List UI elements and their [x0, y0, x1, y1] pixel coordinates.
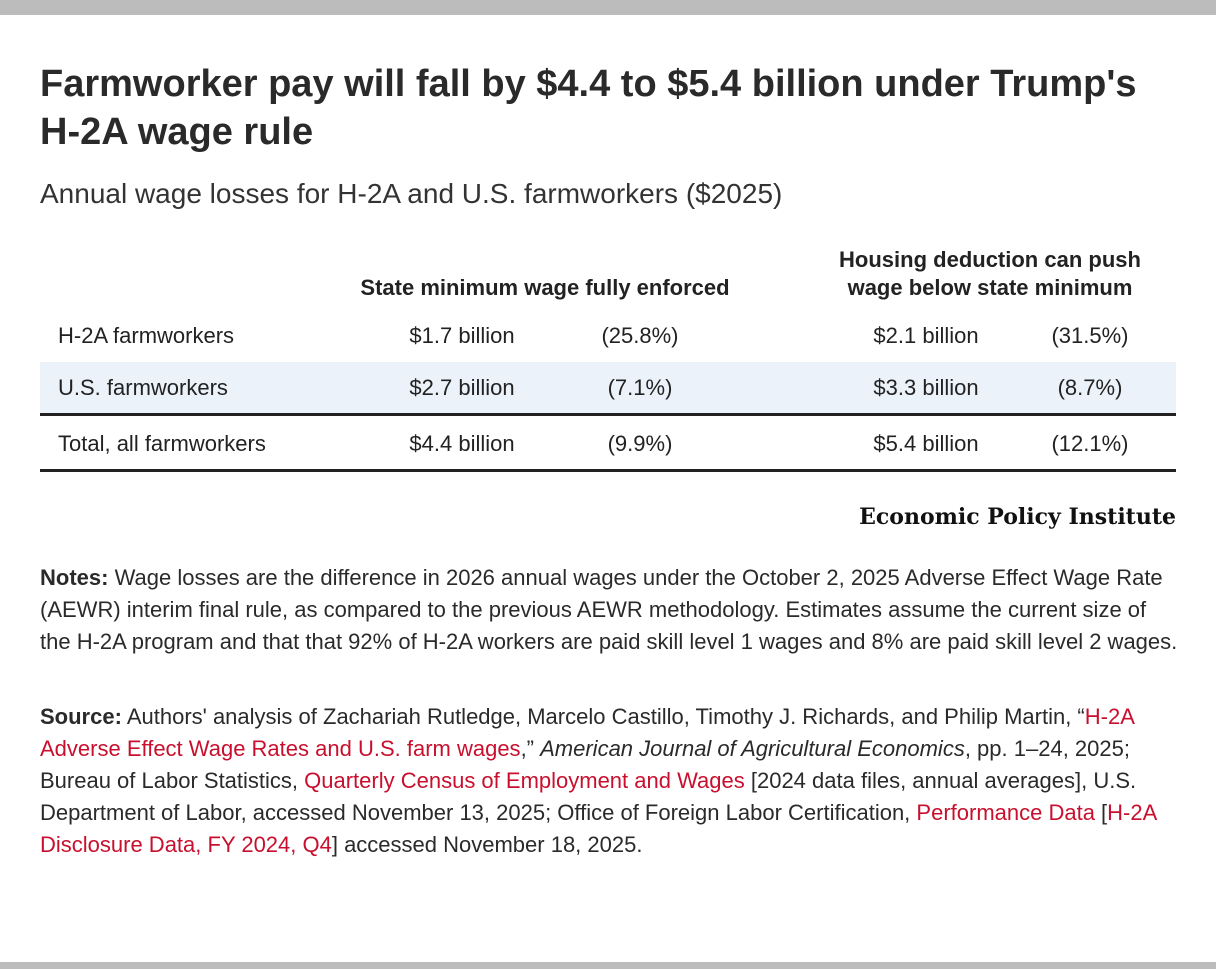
cell-percent: (12.1%) — [1051, 431, 1129, 456]
source-text: , pp. 1–24, 2025; Bureau of Labor Statistics, — [40, 736, 1130, 793]
notes-label: Notes: — [40, 565, 109, 590]
table-bottom-rule — [40, 469, 1176, 472]
column-group-header-housing-deduction: Housing deduction can push wage below state minimum — [839, 247, 1141, 300]
source-label: Source: — [40, 704, 122, 729]
cell-value: $5.4 billion — [873, 431, 979, 456]
table-row-h2a — [40, 310, 1176, 362]
notes-text: Wage losses are the difference in 2026 annual wages under the October 2, 2025 Adverse Effect Wage Rate (AEWR) interim final rule, as compared to the previous AEWR methodology. Estimates assume the current size of the H-2A program and that that 92% of H-2A workers are paid skill level 1 wages and 8% are paid skill level 2 wages. — [40, 565, 1178, 654]
chart-title: Farmworker pay will fall by $4.4 to $5.4 billion under Trump's H-2A wage rule — [40, 63, 1137, 153]
source-text: [2024 data files, annual averages], U.S. Department of Labor, accessed November 13, 2025; Office of Foreign Labor Certification, — [40, 768, 1137, 825]
brand-logo-text: Economic Policy Institute — [859, 504, 1176, 530]
chart-subtitle: Annual wage losses for H-2A and U.S. farmworkers ($2025) — [40, 178, 783, 209]
cell-value: $4.4 billion — [409, 431, 515, 456]
source-text: Authors' analysis of Zachariah Rutledge, Marcelo Castillo, Timothy J. Richards, and Philip Martin, “ — [121, 704, 1085, 729]
source-text: ,” — [520, 736, 541, 761]
cell-value: $2.1 billion — [873, 323, 979, 348]
cell-percent: (31.5%) — [1051, 323, 1129, 348]
table-row-us — [40, 362, 1176, 414]
cell-percent: (7.1%) — [607, 375, 673, 400]
cell-value: $1.7 billion — [409, 323, 515, 348]
row-label: Total, all farmworkers — [58, 431, 266, 456]
journal-name: American Journal of Agricultural Economics — [540, 736, 965, 761]
notes-paragraph — [40, 562, 1180, 658]
source-link-h2a-disclosure[interactable]: H-2A Disclosure Data, FY 2024, Q4 — [40, 800, 1157, 857]
cell-value: $3.3 billion — [873, 375, 979, 400]
bottom-border — [0, 962, 1216, 969]
row-divider — [40, 413, 1176, 416]
source-text: ] accessed November 18, 2025. — [331, 832, 643, 857]
cell-percent: (25.8%) — [601, 323, 679, 348]
row-label: U.S. farmworkers — [58, 375, 228, 400]
top-border — [0, 0, 1216, 15]
cell-percent: (8.7%) — [1057, 375, 1123, 400]
source-link-performance-data[interactable]: Performance Data — [916, 800, 1095, 825]
source-paragraph — [40, 701, 1180, 861]
cell-percent: (9.9%) — [607, 431, 673, 456]
column-group-header-state-minimum: State minimum wage fully enforced — [360, 275, 730, 300]
source-text: [ — [1094, 800, 1108, 825]
cell-value: $2.7 billion — [409, 375, 515, 400]
table-row-total — [40, 418, 1176, 470]
source-link-rutledge-paper[interactable]: H-2A Adverse Effect Wage Rates and U.S. farm wages — [40, 704, 1134, 761]
row-label: H-2A farmworkers — [58, 323, 235, 348]
source-link-qcew[interactable]: Quarterly Census of Employment and Wages — [304, 768, 745, 793]
